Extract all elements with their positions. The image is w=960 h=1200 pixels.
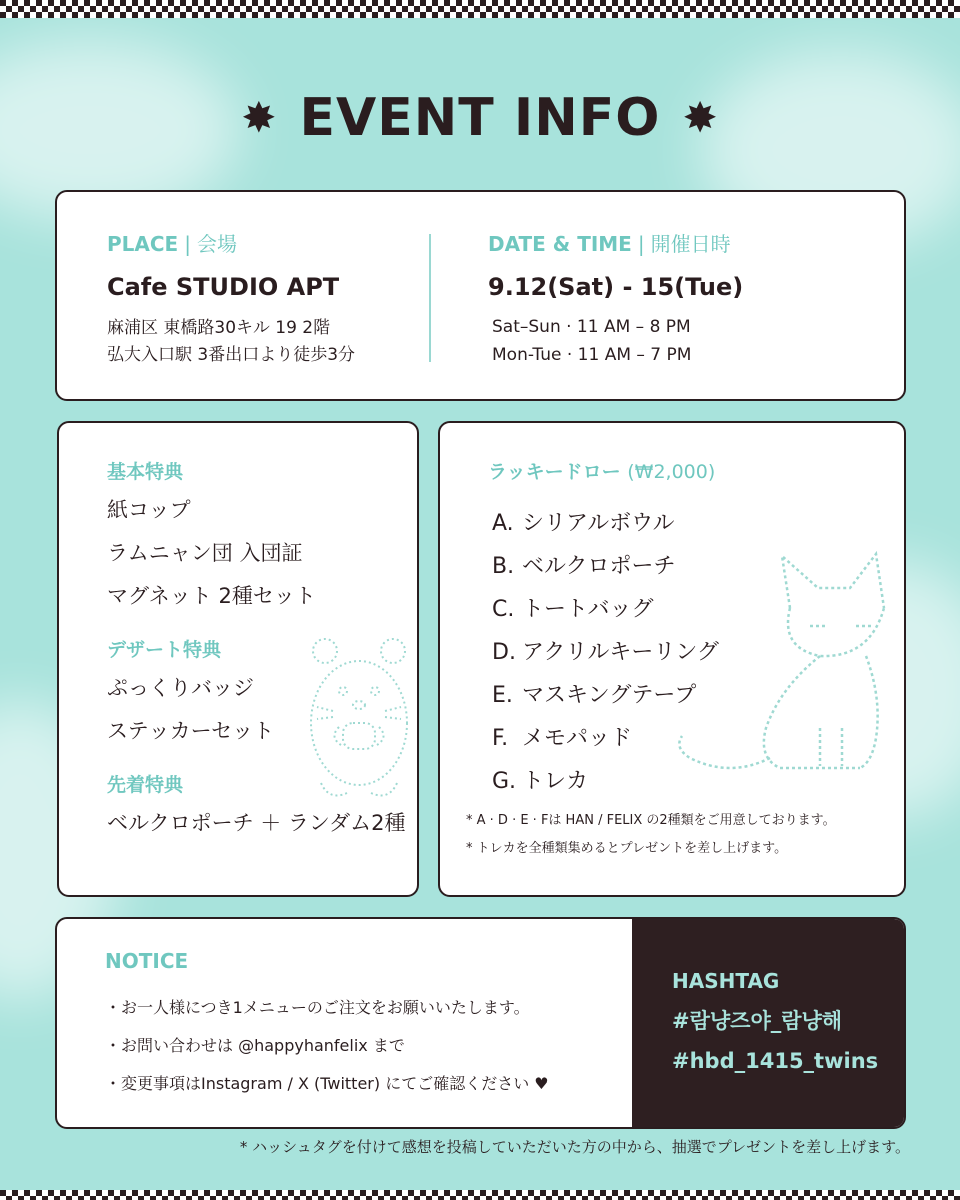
prize-item <box>488 502 719 545</box>
datetime-label-jp: 開催日時 <box>650 232 731 256</box>
prize-label: マスキングテープ <box>522 683 697 708</box>
bonus-item: ぷっくりバッジ <box>107 676 254 700</box>
bonus-group-first-come <box>107 770 405 840</box>
bonus-list <box>107 457 405 862</box>
date-range: 9.12(Sat) - 15(Tue) <box>488 273 744 301</box>
place-address <box>107 315 355 369</box>
place-label <box>107 228 355 257</box>
lucky-draw-list <box>488 457 719 803</box>
place-section <box>107 228 355 369</box>
datetime-label <box>488 228 743 257</box>
prize-key: E. <box>492 683 513 708</box>
prize-key: D. <box>492 640 516 665</box>
hashtag-panel <box>632 919 904 1129</box>
label-separator: | <box>637 232 645 256</box>
datetime-label-en: DATE & TIME <box>488 232 632 256</box>
notice-label: NOTICE <box>105 949 189 973</box>
bonus-item: ベルクロポーチ ＋ ランダム2種 <box>107 811 406 835</box>
prize-label: メモパッド <box>522 726 633 751</box>
hours-weekday: Mon-Tue · 11 AM – 7 PM <box>492 345 692 365</box>
notice-list <box>105 989 549 1103</box>
notice-section <box>105 949 549 1103</box>
star-icon: ✸ <box>682 93 719 142</box>
lucky-note: * A · D · E · Fは HAN / FELIX の2種類をご用意しております。 <box>466 813 836 828</box>
prize-key: A. <box>492 511 514 536</box>
place-name: Cafe STUDIO APT <box>107 273 340 301</box>
bonus-item: ラムニャン団 入団証 <box>107 541 303 565</box>
prize-item <box>488 760 719 803</box>
prize-item <box>488 717 719 760</box>
hashtag: #람냥즈야_람냥해 <box>672 1009 843 1033</box>
place-label-jp: 会場 <box>196 232 237 256</box>
address-line: 麻浦区 東橋路30キル 19 2階 <box>107 318 331 338</box>
prize-key: C. <box>492 597 515 622</box>
bonus-group-title: 先着特典 <box>107 774 184 796</box>
notice-card <box>55 917 906 1129</box>
prize-list <box>488 502 719 803</box>
bonus-card <box>57 421 419 897</box>
lucky-note: * トレカを全種類集めるとプレゼントを差し上げます。 <box>466 841 788 856</box>
datetime-section <box>488 228 743 369</box>
lucky-draw-price: (₩2,000) <box>627 461 716 483</box>
checker-border-bottom <box>0 1190 960 1200</box>
bonus-item: ステッカーセット <box>107 719 275 743</box>
prize-label: ベルクロポーチ <box>522 554 676 579</box>
column-divider <box>429 234 431 362</box>
bonus-group-dessert <box>107 635 405 748</box>
place-label-en: PLACE <box>107 232 179 256</box>
prize-key: G. <box>492 769 517 794</box>
prize-key: F. <box>492 726 509 751</box>
hashtag: #hbd_1415_twins <box>672 1049 879 1073</box>
title-text: EVENT INFO <box>299 88 661 148</box>
prize-key: B. <box>492 554 515 579</box>
lucky-draw-card <box>438 421 906 897</box>
hours-weekend: Sat–Sun · 11 AM – 8 PM <box>492 317 691 337</box>
lucky-draw-title-text: ラッキードロー <box>488 461 621 483</box>
lucky-draw-notes <box>466 807 836 863</box>
notice-line: ・変更事項はInstagram / X (Twitter) にてご確認ください ♥ <box>105 1074 549 1093</box>
prize-label: アクリルキーリング <box>522 640 719 665</box>
prize-item <box>488 631 719 674</box>
page-title <box>0 88 960 148</box>
lucky-draw-title <box>488 457 719 484</box>
prize-label: シリアルボウル <box>522 511 675 536</box>
label-separator: | <box>184 232 191 256</box>
prize-item <box>488 545 719 588</box>
bonus-group-title: 基本特典 <box>107 461 184 483</box>
hashtag-label: HASHTAG <box>672 969 780 993</box>
prize-label: トートバッグ <box>522 597 654 622</box>
prize-item <box>488 674 719 717</box>
footnote: * ハッシュタグを付けて感想を投稿していただいた方の中から、抽選でプレゼントを差し上げます。 <box>239 1138 910 1156</box>
bonus-item: 紙コップ <box>107 498 191 522</box>
checker-border-top <box>0 0 960 18</box>
bonus-group-title: デザート特典 <box>107 639 222 661</box>
prize-item <box>488 588 719 631</box>
place-date-card <box>55 190 906 401</box>
star-icon: ✸ <box>241 93 278 142</box>
bonus-item: マグネット 2種セット <box>107 584 316 608</box>
prize-label: トレカ <box>522 769 589 794</box>
notice-line: ・お問い合わせは @happyhanfelix まで <box>105 1036 405 1055</box>
access-line: 弘大入口駅 3番出口より徒歩3分 <box>107 345 356 365</box>
bonus-group-basic <box>107 457 405 613</box>
opening-hours <box>488 313 743 369</box>
notice-line: ・お一人様につき1メニューのご注文をお願いいたします。 <box>105 998 530 1017</box>
hashtag-section <box>672 969 878 1073</box>
